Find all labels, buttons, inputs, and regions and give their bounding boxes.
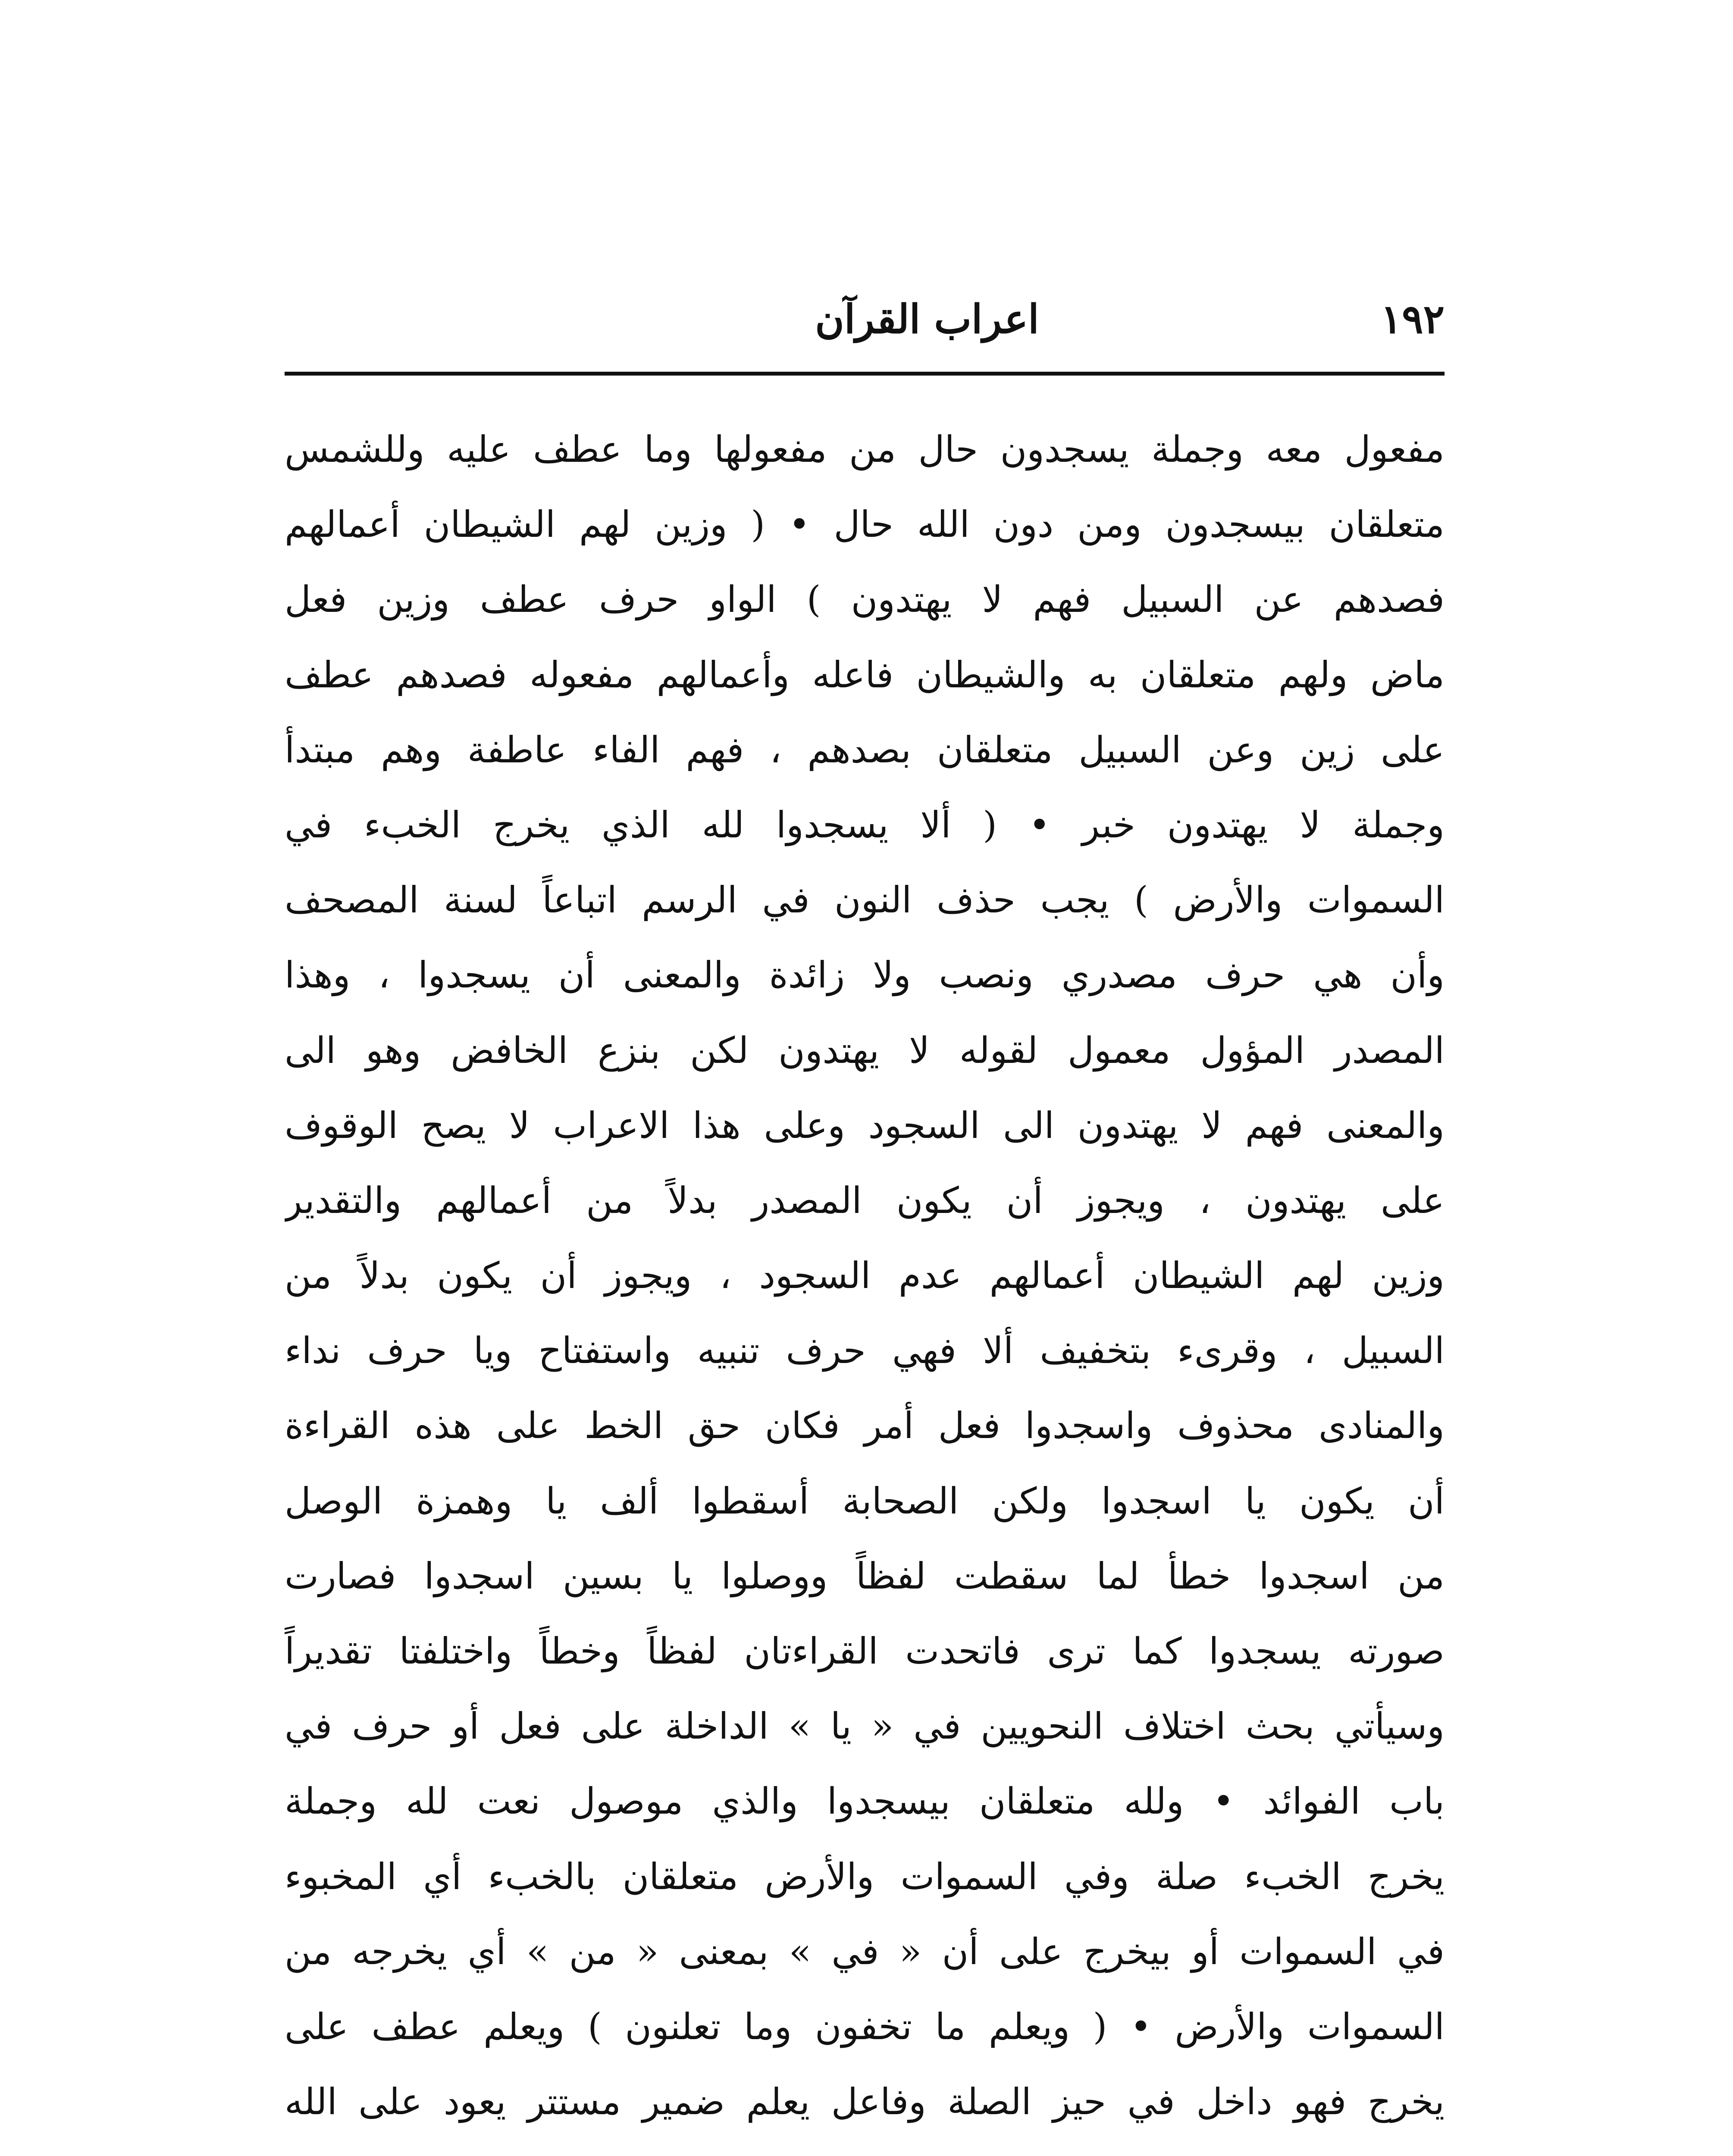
text-line: يخرج الخبء صلة وفي السموات والأرض متعلقان بالخبء أي المخبوء bbox=[285, 1855, 1445, 1898]
text-line: والمعنى فهم لا يهتدون الى السجود وعلى هذا الاعراب لا يصح الوقوف bbox=[285, 1104, 1445, 1147]
text-line: وأن هي حرف مصدري ونصب ولا زائدة والمعنى أن يسجدوا ، وهذا bbox=[285, 954, 1445, 997]
text-line: السبيل ، وقرىء بتخفيف ألا فهي حرف تنبيه واستفتاح ويا حرف نداء bbox=[285, 1329, 1445, 1372]
text-line: أن يكون يا اسجدوا ولكن الصحابة أسقطوا ألف يا وهمزة الوصل bbox=[285, 1479, 1445, 1522]
text-line: والمنادى محذوف واسجدوا فعل أمر فكان حق الخط على هذه القراءة bbox=[285, 1404, 1445, 1447]
header-divider bbox=[285, 372, 1445, 376]
running-title: اعراب القرآن bbox=[815, 296, 1039, 342]
text-line: وسيأتي بحث اختلاف النحويين في « يا » الداخلة على فعل أو حرف في bbox=[285, 1705, 1445, 1748]
text-line: باب الفوائد • ولله متعلقان بيسجدوا والذي موصول نعت لله وجملة bbox=[285, 1780, 1445, 1823]
text-line: على يهتدون ، ويجوز أن يكون المصدر بدلاً من أعمالهم والتقدير bbox=[285, 1179, 1445, 1222]
text-line: السموات والأرض • ( ويعلم ما تخفون وما تعلنون ) ويعلم عطف على bbox=[285, 2005, 1445, 2048]
text-line bbox=[285, 2139, 1445, 2156]
text-line: متعلقان بيسجدون ومن دون الله حال • ( وزين لهم الشيطان أعمالهم bbox=[285, 503, 1445, 546]
body-text bbox=[285, 412, 1445, 2156]
page-header bbox=[285, 285, 1445, 371]
text-line: في السموات أو بيخرج على أن « في » بمعنى « من » أي يخرجه من bbox=[285, 1930, 1445, 1973]
text-line: وزين لهم الشيطان أعمالهم عدم السجود ، ويجوز أن يكون بدلاً من bbox=[285, 1254, 1445, 1297]
text-line: ماض ولهم متعلقان به والشيطان فاعله وأعمالهم مفعوله فصدهم عطف bbox=[285, 653, 1445, 696]
text-line: مفعول معه وجملة يسجدون حال من مفعولها وما عطف عليه وللشمس bbox=[285, 428, 1445, 470]
text-line: على زين وعن السبيل متعلقان بصدهم ، فهم الفاء عاطفة وهم مبتدأ bbox=[285, 728, 1445, 771]
text-line: صورته يسجدوا كما ترى فاتحدت القراءتان لفظاً وخطاً واختلفتا تقديراً bbox=[285, 1630, 1445, 1672]
text-line: فصدهم عن السبيل فهم لا يهتدون ) الواو حرف عطف وزين فعل bbox=[285, 578, 1445, 621]
text-line: السموات والأرض ) يجب حذف النون في الرسم اتباعاً لسنة المصحف bbox=[285, 879, 1445, 921]
page-number: ١٩٢ bbox=[1380, 296, 1445, 342]
text-line: من اسجدوا خطأ لما سقطت لفظاً ووصلوا يا بسين اسجدوا فصارت bbox=[285, 1554, 1445, 1597]
text-line: المصدر المؤول معمول لقوله لا يهتدون لكن بنزع الخافض وهو الى bbox=[285, 1029, 1445, 1072]
text-line: يخرج فهو داخل في حيز الصلة وفاعل يعلم ضمير مستتر يعود على الله bbox=[285, 2081, 1445, 2123]
text-line: وجملة لا يهتدون خبر • ( ألا يسجدوا لله الذي يخرج الخبء في bbox=[285, 803, 1445, 846]
